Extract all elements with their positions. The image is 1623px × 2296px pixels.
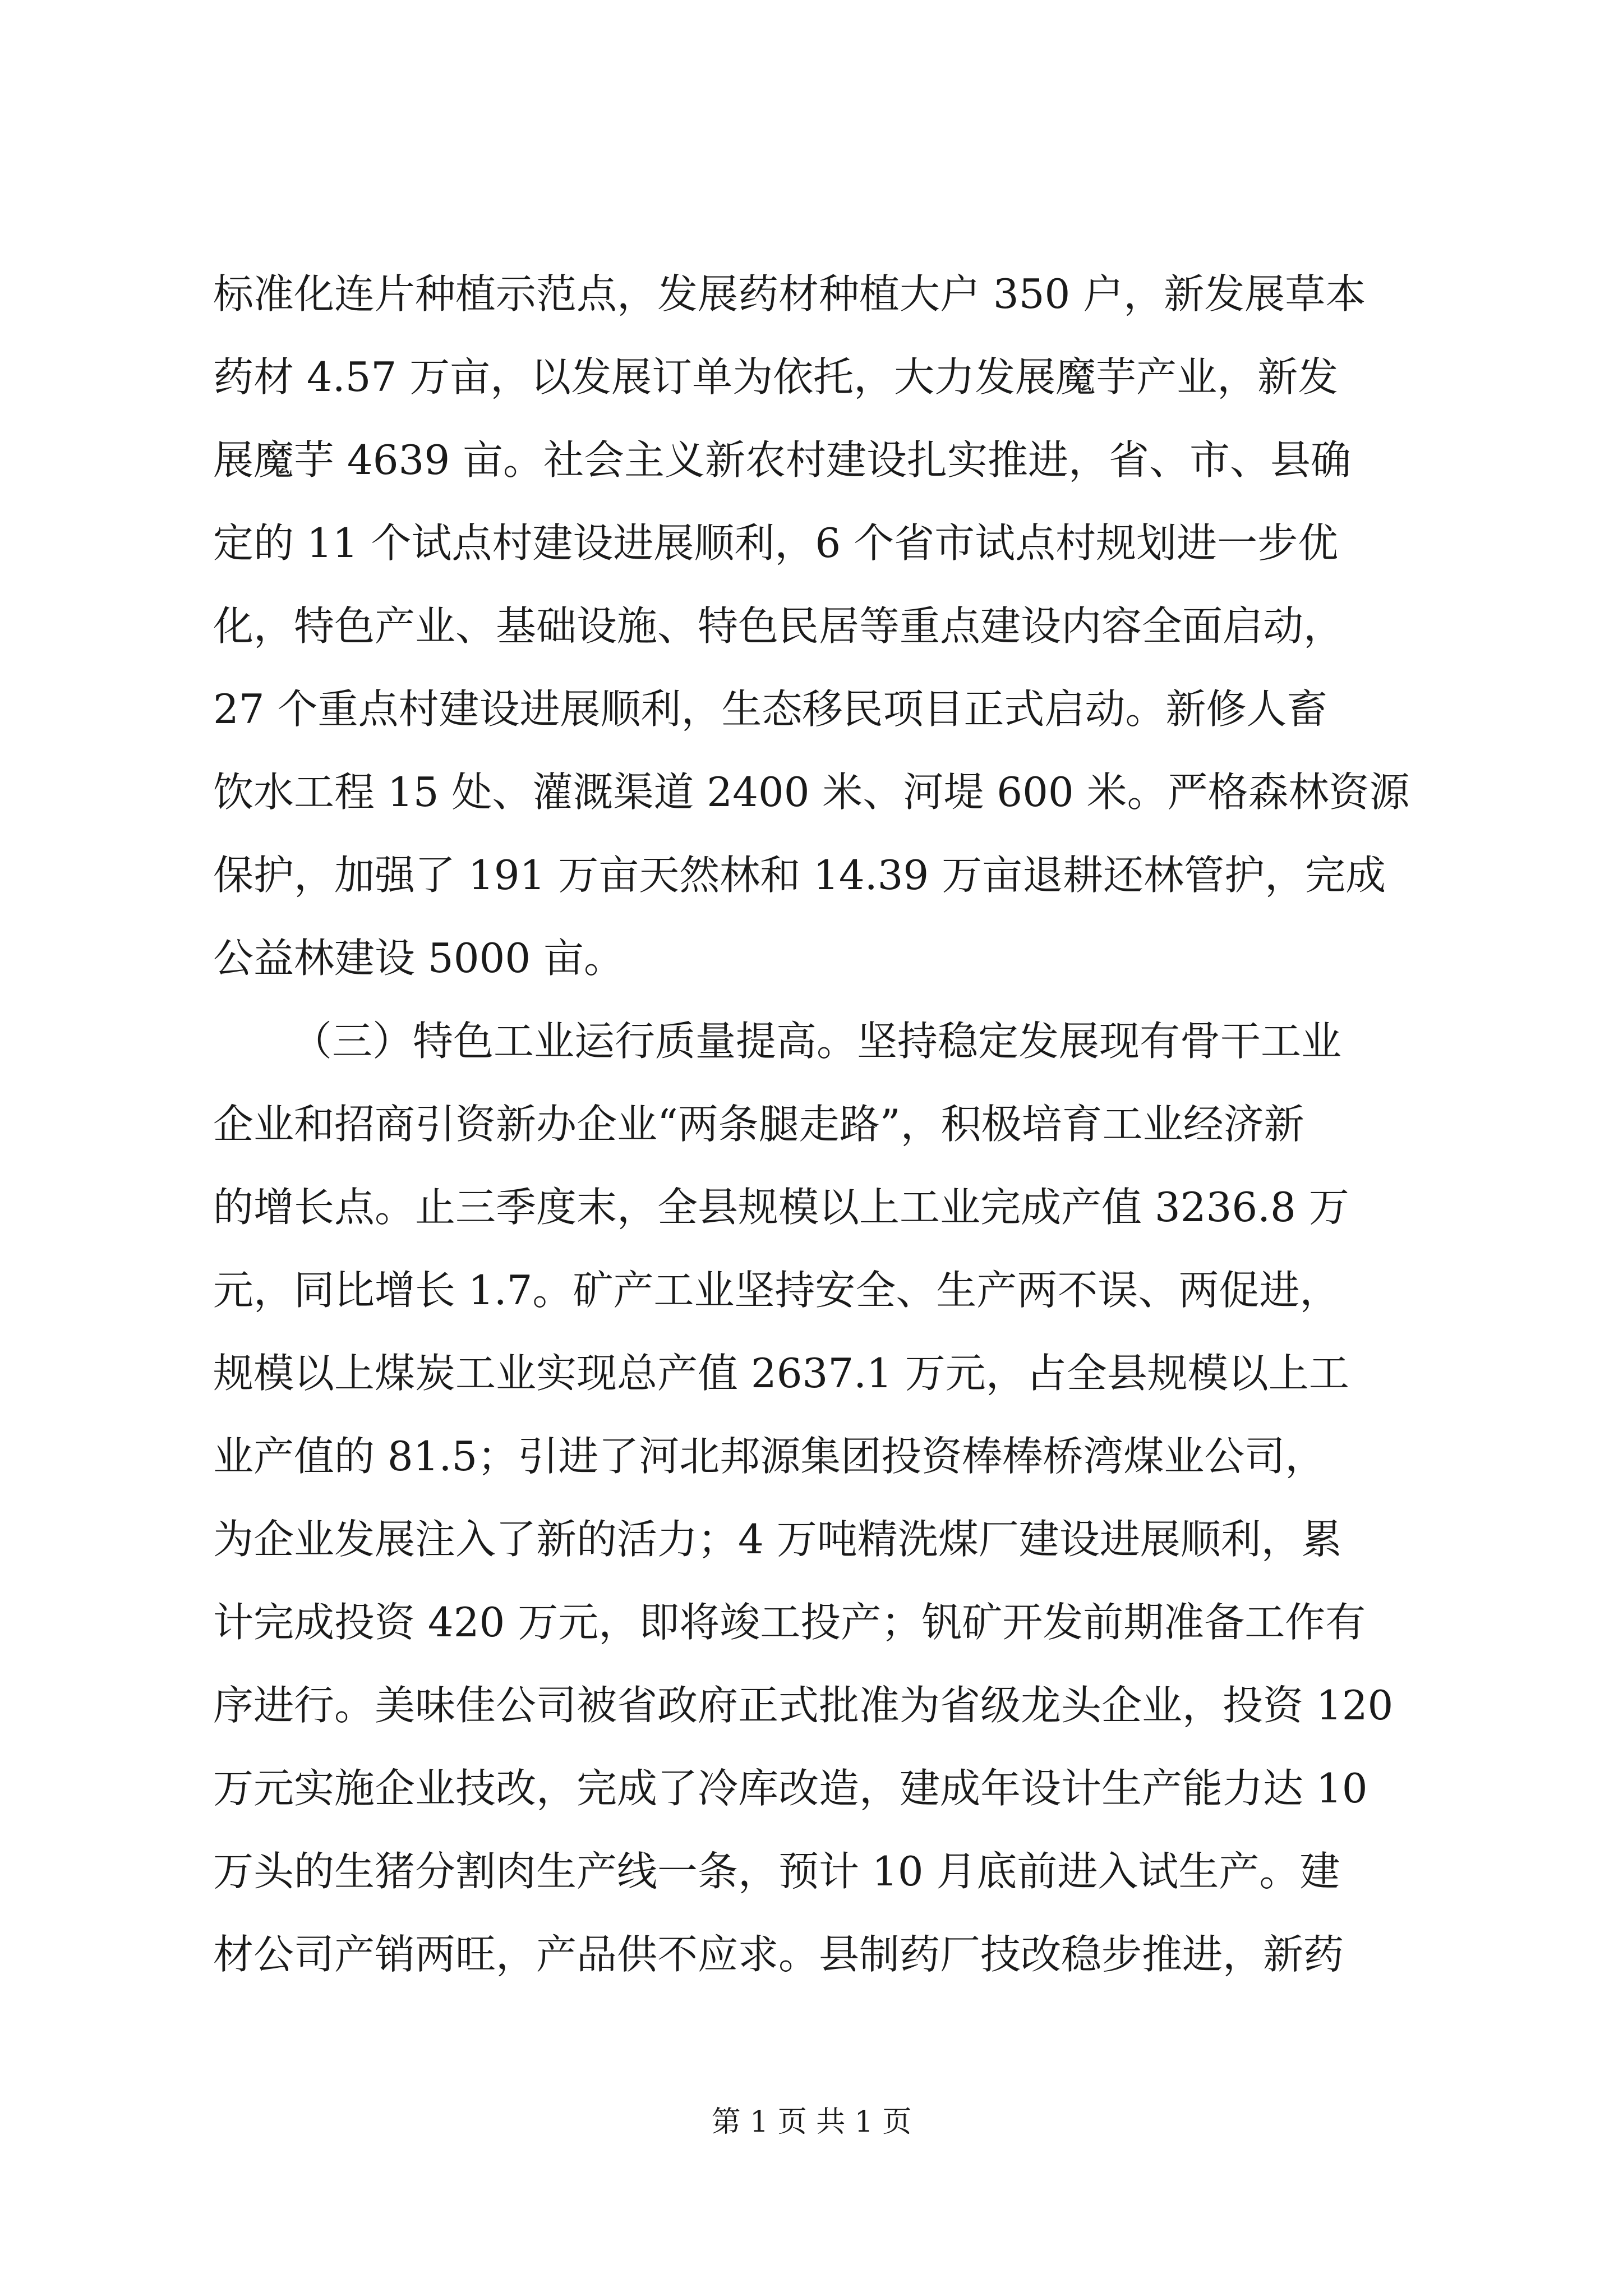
text-line: 的增长点。止三季度末，全县规模以上工业完成产值 3236.8 万 — [213, 1184, 1349, 1231]
text-line: 万元实施企业技改，完成了冷库改造，建成年设计生产能力达 10 — [213, 1765, 1368, 1812]
page-footer — [0, 2098, 1623, 2140]
text-line: 材公司产销两旺，产品供不应求。县制药厂技改稳步推进，新药 — [213, 1931, 1344, 1978]
text-line: 序进行。美味佳公司被省政府正式批准为省级龙头企业，投资 120 — [213, 1682, 1394, 1729]
text-line: 计完成投资 420 万元，即将竣工投产；钒矿开发前期准备工作有 — [213, 1599, 1366, 1646]
text-line: 万头的生猪分割肉生产线一条，预计 10 月底前进入试生产。建 — [213, 1848, 1340, 1895]
page-number-label: 第 1 页 共 1 页 — [711, 2105, 912, 2139]
text-line: 业产值的 81.5；引进了河北邦源集团投资棒棒桥湾煤业公司， — [213, 1433, 1326, 1480]
text-line: 展魔芋 4639 亩。社会主义新农村建设扎实推进，省、市、县确 — [213, 436, 1352, 484]
text-line: 化，特色产业、基础设施、特色民居等重点建设内容全面启动， — [213, 602, 1344, 650]
text-line: 规模以上煤炭工业实现总产值 2637.1 万元，占全县规模以上工 — [213, 1350, 1349, 1397]
text-line: 公益林建设 5000 亩。 — [213, 935, 625, 982]
text-line: 27 个重点村建设进展顺利，生态移民项目正式启动。新修人畜 — [213, 685, 1327, 733]
section-heading-line: （三）特色工业运行质量提高。坚持稳定发展现有骨干工业 — [292, 1018, 1342, 1065]
text-line: 为企业发展注入了新的活力；4 万吨精洗煤厂建设进展顺利，累 — [213, 1516, 1342, 1563]
text-line: 定的 11 个试点村建设进展顺利，6 个省市试点村规划进一步优 — [213, 519, 1339, 567]
text-line: 元，同比增长 1.7。矿产工业坚持安全、生产两不误、两促进， — [213, 1267, 1340, 1314]
text-line: 饮水工程 15 处、灌溉渠道 2400 米、河堤 600 米。严格森林资源 — [213, 769, 1410, 816]
text-line: 企业和招商引资新办企业“两条腿走路”，积极培育工业经济新 — [213, 1101, 1304, 1148]
text-line: 药材 4.57 万亩，以发展订单为依托，大力发展魔芋产业，新发 — [213, 353, 1339, 401]
document-body — [213, 252, 1447, 1996]
text-line: 保护，加强了 191 万亩天然林和 14.39 万亩退耕还林管护，完成 — [213, 852, 1386, 899]
text-line: 标准化连片种植示范点，发展药材种植大户 350 户，新发展草本 — [213, 270, 1366, 318]
